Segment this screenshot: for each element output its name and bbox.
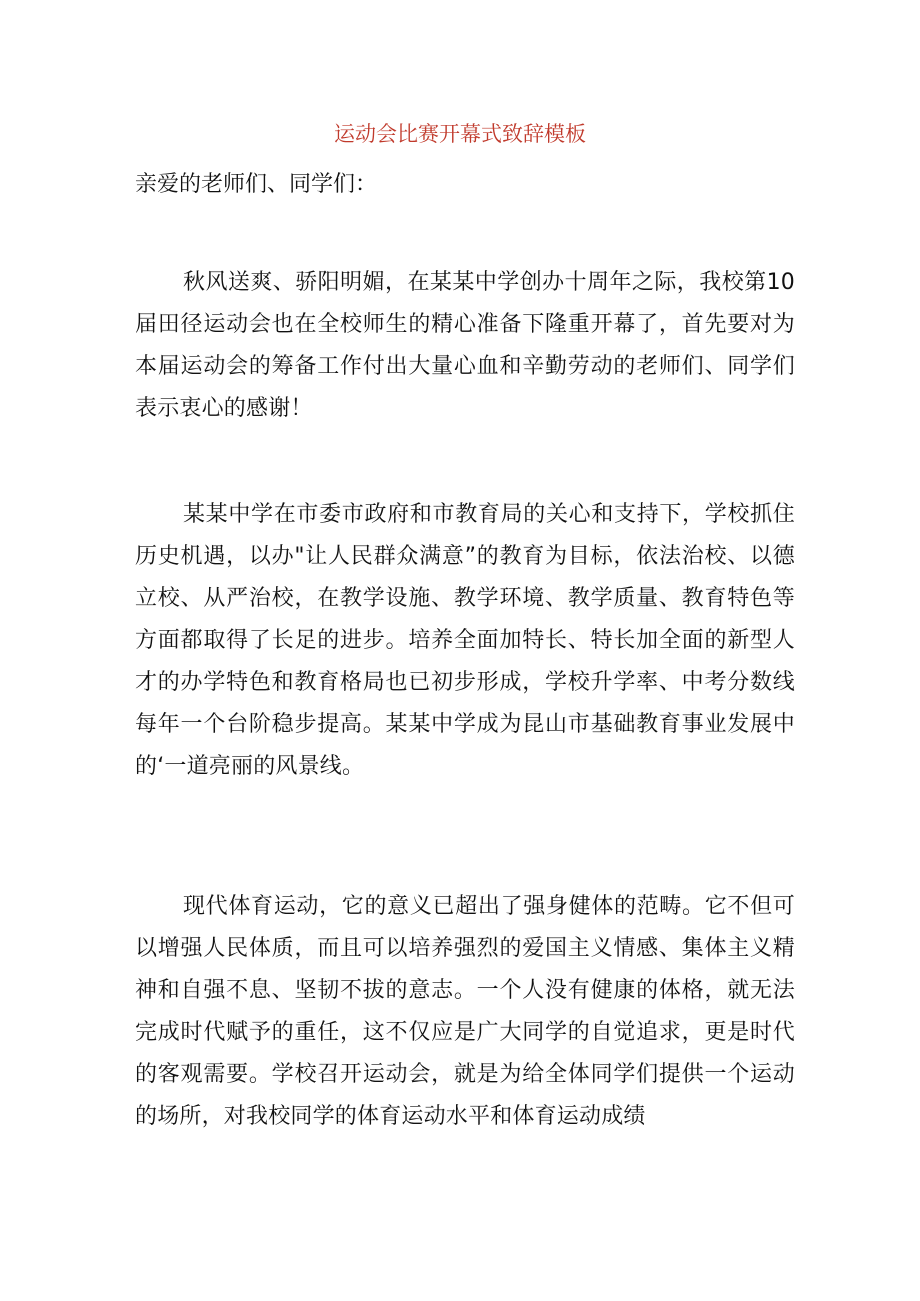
document-title: 运动会比赛开幕式致辞模板 <box>334 122 586 146</box>
paragraph-1: 秋风送爽、骄阳明媚，在某某中学创办十周年之际，我校第10届田径运动会也在全校师生的精心准备下隆重开幕了，首先要对为本届运动会的筹备工作付出大量心血和辛勤劳动的老师们、同学们表示衷心的感谢！ <box>135 270 795 421</box>
salutation: 亲爱的老师们、同学们： <box>135 172 378 197</box>
paragraph-3: 现代体育运动，它的意义已超出了强身健体的范畴。它不但可以增强人民体质，而且可以培养强烈的爱国主义情感、集体主义精神和自强不息、坚韧不拔的意志。一个人没有健康的体格，就无法完成时代赋予的重任，这不仅应是广大同学的自觉追求，更是时代的客观需要。学校召开运动会，就是为给全体同学们提供一个运动的场所，对我校同学的体育运动水平和体育运动成绩 <box>135 894 795 1129</box>
paragraph-2: 某某中学在市委市政府和市教育局的关心和支持下，学校抓住历史机遇，以办"让人民群众满意”的教育为目标，依法治校、以德立校、从严治校，在教学设施、教学环境、教学质量、教育特色等方面都取得了长足的进步。培养全面加特长、特长加全面的新型人才的办学特色和教育格局也已初步形成，学校升学率、中考分数线每年一个台阶稳步提高。某某中学成为昆山市基础教育事业发展中的‘一道亮丽的风景线。 <box>135 502 795 779</box>
